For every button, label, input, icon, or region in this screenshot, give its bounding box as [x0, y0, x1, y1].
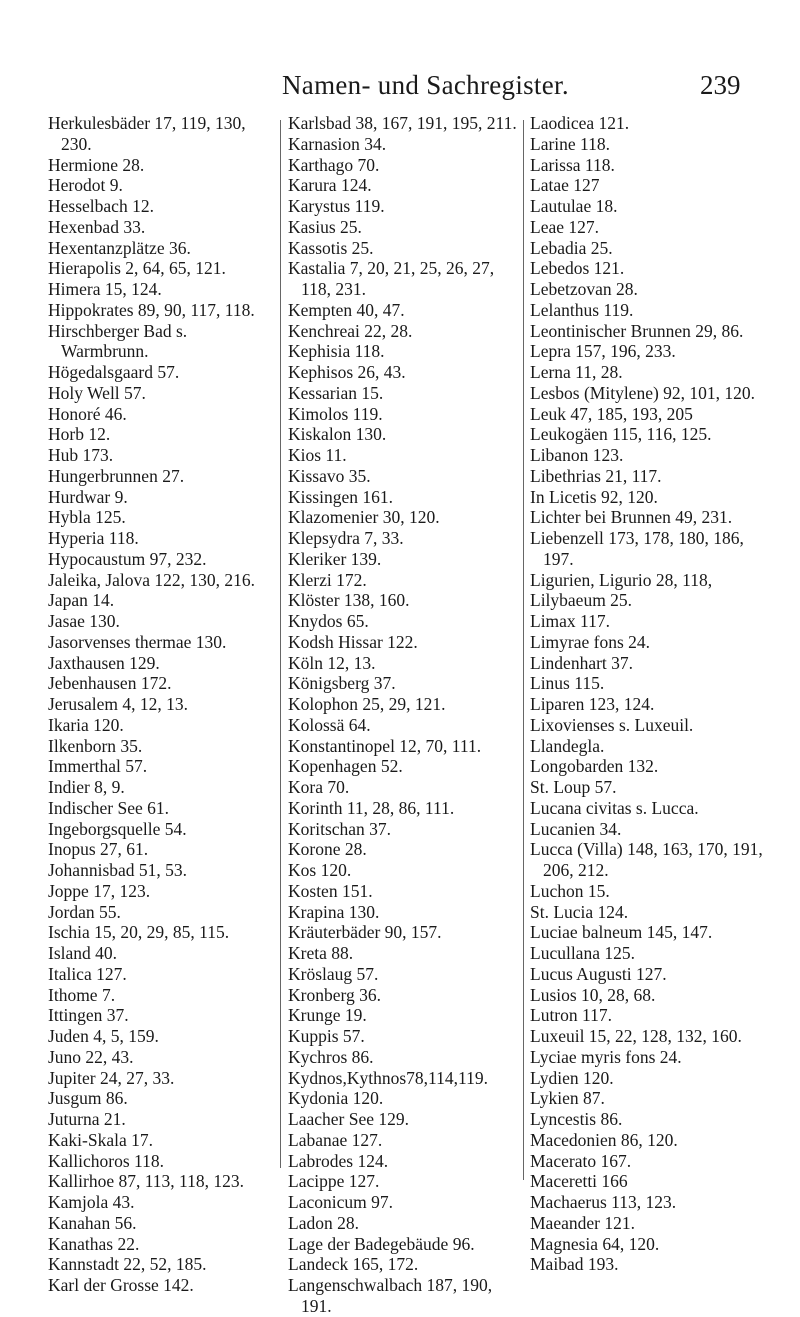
index-entry: Labrodes 124.	[288, 1150, 389, 1171]
index-entry: Hippokrates 89, 90, 117, 118.	[48, 299, 255, 320]
index-entry: Hybla 125.	[48, 507, 126, 528]
index-entry: Kephisia 118.	[288, 341, 385, 362]
index-entry: Kronberg 36.	[288, 984, 381, 1005]
index-entry: Klazomenier 30, 120.	[288, 507, 440, 528]
index-entry: Hermione 28.	[48, 154, 145, 175]
index-entry: Lilybaeum 25.	[530, 590, 633, 611]
index-entry: Hypocaustum 97, 232.	[48, 548, 207, 569]
index-entry: Juden 4, 5, 159.	[48, 1026, 159, 1046]
index-entry: Larissa 118.	[530, 154, 615, 175]
index-column-3	[530, 113, 768, 1275]
index-entry: Kallichoros 118.	[48, 1150, 164, 1171]
index-entry: Johannisbad 51, 53.	[48, 860, 188, 880]
index-entry: Liebenzell 173, 178, 180, 186, 197.	[530, 528, 744, 569]
index-entry: Klepsydra 7, 33.	[288, 528, 404, 548]
index-entry: Herodot 9.	[48, 175, 123, 196]
index-entry: Hungerbrunnen 27.	[48, 465, 185, 486]
index-entry: Lusios 10, 28, 68.	[530, 984, 656, 1005]
index-entry: Hurdwar 9.	[48, 486, 128, 507]
index-entry: In Licetis 92, 120.	[530, 486, 658, 507]
index-entry: Jasorvenses thermae 130.	[48, 631, 227, 652]
index-entry: Lucus Augusti 127.	[530, 963, 667, 984]
index-entry: Lyciae myris fons 24.	[530, 1046, 682, 1067]
index-entry: Horb 12.	[48, 424, 111, 445]
index-entry: Maceretti 166	[530, 1171, 628, 1192]
index-entry: Ischia 15, 20, 29, 85, 115.	[48, 922, 230, 943]
index-entry: Kydonia 120.	[288, 1088, 384, 1109]
index-entry: Krapina 130.	[288, 901, 380, 922]
index-entry: Llandegla.	[530, 735, 605, 756]
index-entry: Köln 12, 13.	[288, 652, 376, 673]
index-entry: Kastalia 7, 20, 21, 25, 26, 27, 118, 231.	[288, 258, 495, 299]
index-entry: Lydien 120.	[530, 1067, 614, 1088]
index-entry: Honoré 46.	[48, 403, 127, 424]
index-entry: Luciae balneum 145, 147.	[530, 922, 713, 943]
index-entry: Karystus 119.	[288, 196, 385, 216]
index-entry: Maibad 193.	[530, 1254, 619, 1275]
index-column-2	[288, 113, 520, 1317]
index-entry: Langenschwalbach 187, 190, 191.	[288, 1275, 493, 1316]
index-entry: Japan 14.	[48, 590, 115, 611]
index-entry: Longobarden 132.	[530, 756, 659, 777]
index-entry: Jaxthausen 129.	[48, 652, 160, 673]
index-entry: Limax 117.	[530, 611, 611, 631]
index-column-1	[48, 113, 270, 1296]
index-entry: Indier 8, 9.	[48, 777, 125, 797]
index-entry: Holy Well 57.	[48, 382, 146, 403]
index-entry: Lichter bei Brunnen 49, 231.	[530, 507, 733, 528]
index-entry: Macedonien 86, 120.	[530, 1129, 678, 1150]
index-entry: Kempten 40, 47.	[288, 299, 405, 320]
index-entry: Karura 124.	[288, 175, 372, 196]
index-entry: Juturna 21.	[48, 1109, 126, 1129]
index-entry: Himera 15, 124.	[48, 279, 162, 299]
index-entry: Krunge 19.	[288, 1005, 367, 1026]
index-entry: Lelanthus 119.	[530, 299, 634, 320]
page-number: 239	[700, 70, 741, 100]
index-entry: Immerthal 57.	[48, 756, 148, 777]
index-entry: Lacippe 127.	[288, 1171, 380, 1192]
index-entry: Laconicum 97.	[288, 1192, 393, 1212]
index-entry: Kallirhoe 87, 113, 118, 123.	[48, 1171, 245, 1192]
index-entry: Ittingen 37.	[48, 1005, 129, 1026]
index-entry: Landeck 165, 172.	[288, 1254, 419, 1275]
index-entry: Klöster 138, 160.	[288, 590, 410, 611]
index-entry: Luxeuil 15, 22, 128, 132, 160.	[530, 1026, 742, 1046]
index-entry: Lebetzovan 28.	[530, 279, 638, 299]
index-entry: Karl der Grosse 142.	[48, 1275, 194, 1295]
index-entry: Konstantinopel 12, 70, 111.	[288, 735, 482, 756]
index-entry: Jupiter 24, 27, 33.	[48, 1067, 175, 1088]
index-entry: Kreta 88.	[288, 943, 354, 963]
index-entry: Ilkenborn 35.	[48, 735, 143, 756]
index-entry: Kanathas 22.	[48, 1233, 140, 1254]
index-entry: Kamjola 43.	[48, 1192, 135, 1212]
index-entry: Italica 127.	[48, 963, 127, 984]
index-entry: Herkulesbäder 17, 119, 130, 230.	[48, 113, 246, 154]
index-entry: Kröslaug 57.	[288, 963, 379, 984]
page-header	[0, 70, 800, 110]
index-entry: Maeander 121.	[530, 1212, 635, 1233]
index-entry: Jordan 55.	[48, 901, 121, 922]
index-entry: Kaki-Skala 17.	[48, 1129, 153, 1150]
index-entry: Laacher See 129.	[288, 1109, 409, 1129]
index-entry: Kios 11.	[288, 445, 347, 465]
index-entry: Karlsbad 38, 167, 191, 195, 211.	[288, 113, 517, 133]
index-entry: St. Lucia 124.	[530, 901, 629, 922]
column-divider	[523, 120, 524, 1180]
index-entry: Machaerus 113, 123.	[530, 1192, 677, 1212]
index-entry: Kephisos 26, 43.	[288, 362, 406, 382]
index-entry: Kessarian 15.	[288, 382, 384, 403]
index-entry: Ikaria 120.	[48, 714, 124, 735]
index-entry: Lebadia 25.	[530, 237, 613, 258]
index-entry: Jusgum 86.	[48, 1088, 128, 1109]
index-entry: Lebedos 121.	[530, 258, 625, 279]
index-entry: Königsberg 37.	[288, 673, 396, 694]
index-entry: Kiskalon 130.	[288, 424, 387, 445]
index-entry: Laodicea 121.	[530, 113, 630, 133]
index-entry: Lucullana 125.	[530, 943, 635, 963]
index-entry: Macerato 167.	[530, 1150, 632, 1171]
index-entry: Kydnos,Kythnos78,114,119.	[288, 1067, 488, 1088]
index-entry: Lerna 11, 28.	[530, 362, 623, 382]
index-entry: Korone 28.	[288, 839, 367, 860]
index-entry: Lutron 117.	[530, 1005, 612, 1026]
index-entry: Larine 118.	[530, 133, 611, 154]
index-entry: Kleriker 139.	[288, 548, 382, 569]
index-entry: Lixovienses s. Luxeuil.	[530, 714, 694, 735]
index-entry: Liparen 123, 124.	[530, 694, 655, 714]
index-entry: Lucanien 34.	[530, 818, 622, 839]
index-entry: Klerzi 172.	[288, 569, 367, 590]
index-entry: Karthago 70.	[288, 154, 380, 175]
index-entry: Kuppis 57.	[288, 1026, 365, 1046]
index-entry: Leuk 47, 185, 193, 205	[530, 403, 693, 424]
index-entry: Lucca (Villa) 148, 163, 170, 191, 206, 212.	[530, 839, 763, 880]
index-entry: Lindenhart 37.	[530, 652, 634, 673]
index-entry: Lucana civitas s. Lucca.	[530, 797, 699, 818]
index-entry: Joppe 17, 123.	[48, 880, 151, 901]
index-entry: Hexentanzplätze 36.	[48, 237, 191, 258]
index-entry: St. Loup 57.	[530, 777, 617, 797]
index-entry: Hexenbad 33.	[48, 216, 146, 237]
index-entry: Kanahan 56.	[48, 1212, 137, 1233]
index-entry: Knydos 65.	[288, 611, 369, 631]
index-entry: Korinth 11, 28, 86, 111.	[288, 797, 455, 818]
index-entry: Kychros 86.	[288, 1046, 374, 1067]
index-entry: Magnesia 64, 120.	[530, 1233, 660, 1254]
index-entry: Limyrae fons 24.	[530, 631, 651, 652]
index-entry: Lepra 157, 196, 233.	[530, 341, 676, 362]
index-entry: Kolossä 64.	[288, 714, 371, 735]
index-entry: Hub 173.	[48, 445, 114, 465]
index-entry: Kos 120.	[288, 860, 352, 880]
index-entry: Leontinischer Brunnen 29, 86.	[530, 320, 744, 341]
index-entry: Lykien 87.	[530, 1088, 605, 1109]
index-entry: Kenchreai 22, 28.	[288, 320, 413, 341]
index-entry: Högedalsgaard 57.	[48, 362, 180, 382]
index-entry: Kissavo 35.	[288, 465, 371, 486]
index-entry: Kräuterbäder 90, 157.	[288, 922, 442, 943]
column-divider	[280, 120, 281, 1168]
index-entry: Inopus 27, 61.	[48, 839, 149, 860]
index-entry: Kimolos 119.	[288, 403, 383, 424]
index-entry: Kosten 151.	[288, 880, 373, 901]
index-entry: Leukogäen 115, 116, 125.	[530, 424, 712, 445]
index-entry: Kopenhagen 52.	[288, 756, 403, 777]
index-entry: Jaleika, Jalova 122, 130, 216.	[48, 569, 256, 590]
index-entry: Lesbos (Mitylene) 92, 101, 120.	[530, 382, 756, 403]
index-entry: Hesselbach 12.	[48, 196, 154, 216]
index-entry: Jebenhausen 172.	[48, 673, 172, 694]
index-entry: Jerusalem 4, 12, 13.	[48, 694, 188, 714]
index-entry: Juno 22, 43.	[48, 1046, 134, 1067]
index-entry: Hierapolis 2, 64, 65, 121.	[48, 258, 226, 279]
index-entry: Ladon 28.	[288, 1212, 359, 1233]
index-entry: Ligurien, Ligurio 28, 118,	[530, 569, 713, 590]
index-entry: Lage der Badegebäude 96.	[288, 1233, 475, 1254]
index-entry: Kolophon 25, 29, 121.	[288, 694, 446, 714]
index-entry: Libethrias 21, 117.	[530, 465, 662, 486]
index-entry: Lautulae 18.	[530, 196, 618, 216]
index-entry: Karnasion 34.	[288, 133, 387, 154]
index-entry: Libanon 123.	[530, 445, 624, 465]
index-entry: Ingeborgsquelle 54.	[48, 818, 187, 839]
index-entry: Kannstadt 22, 52, 185.	[48, 1254, 207, 1275]
index-entry: Kissingen 161.	[288, 486, 393, 507]
index-entry: Indischer See 61.	[48, 797, 170, 818]
index-entry: Kassotis 25.	[288, 237, 374, 258]
index-entry: Jasae 130.	[48, 611, 120, 631]
index-entry: Island 40.	[48, 943, 118, 963]
index-entry: Koritschan 37.	[288, 818, 392, 839]
index-entry: Hirschberger Bad s. Warmbrunn.	[48, 320, 188, 362]
page-title: Namen- und Sachregister.	[282, 70, 569, 100]
index-entry: Luchon 15.	[530, 880, 610, 901]
index-entry: Kodsh Hissar 122.	[288, 631, 418, 652]
index-entry: Leae 127.	[530, 216, 599, 237]
index-entry: Kora 70.	[288, 777, 350, 797]
index-columns	[0, 113, 800, 1316]
index-entry: Hyperia 118.	[48, 528, 139, 548]
index-entry: Lyncestis 86.	[530, 1109, 623, 1129]
index-entry: Latae 127	[530, 175, 600, 196]
index-entry: Kasius 25.	[288, 216, 362, 237]
index-entry: Labanae 127.	[288, 1129, 383, 1150]
index-entry: Linus 115.	[530, 673, 605, 694]
index-entry: Ithome 7.	[48, 984, 116, 1005]
